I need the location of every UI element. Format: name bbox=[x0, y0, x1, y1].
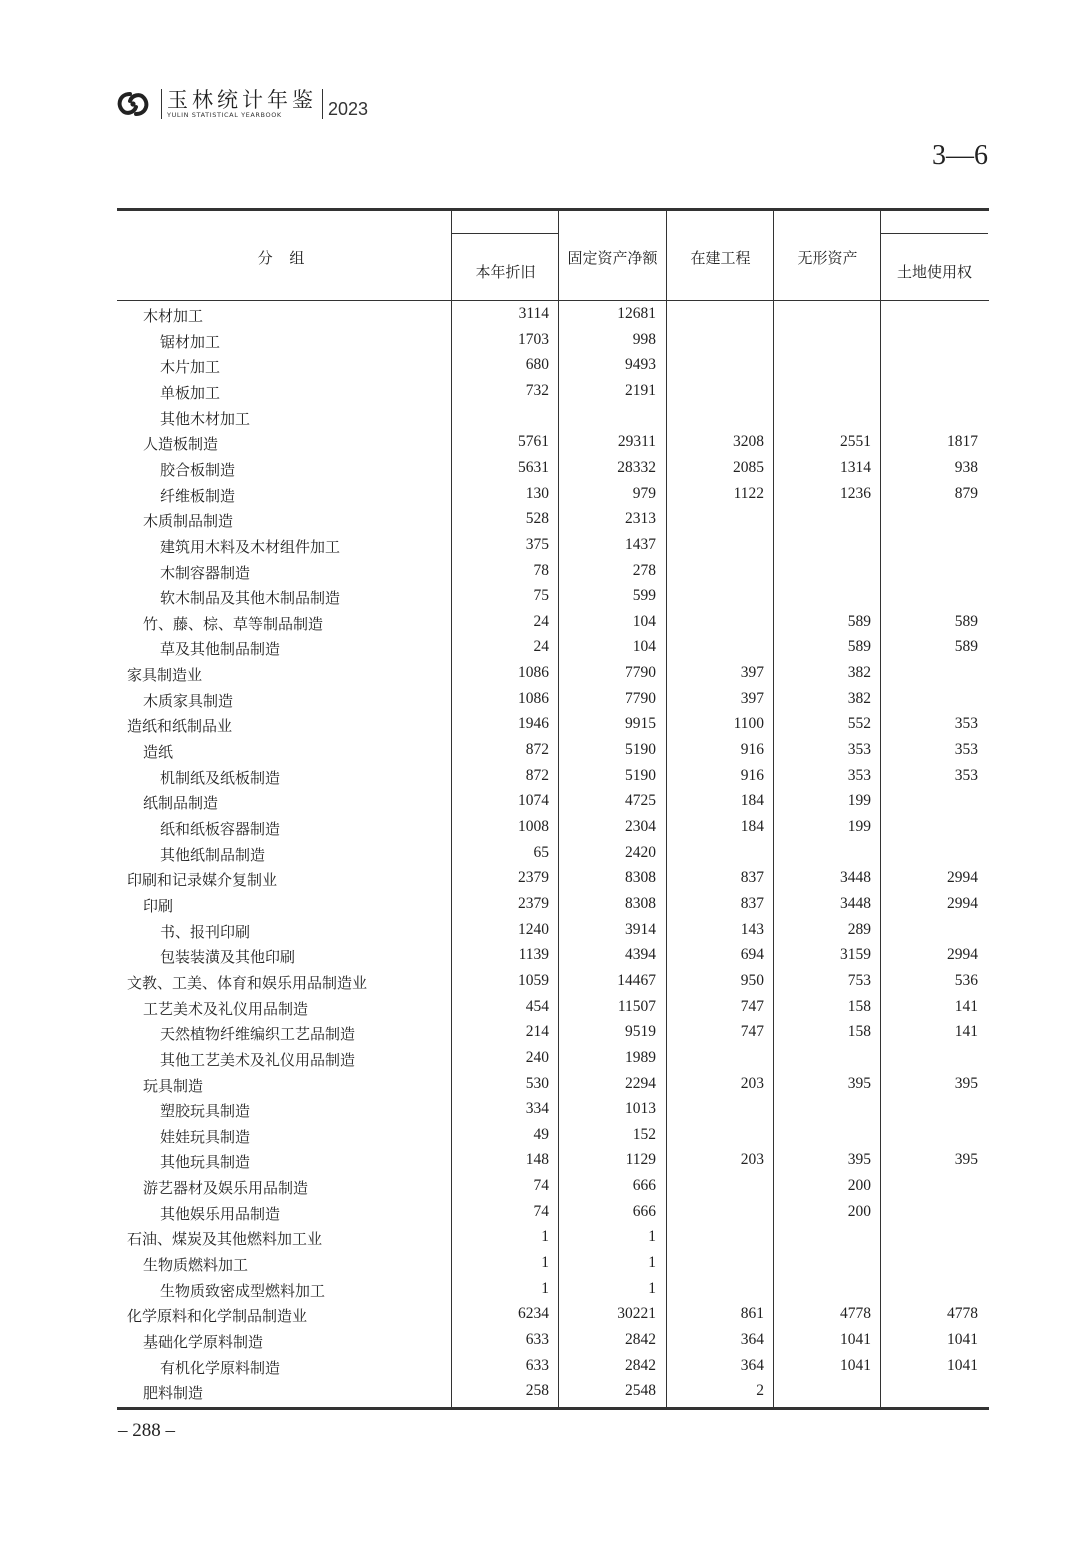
cell-annual-depreciation: 680 bbox=[525, 356, 549, 374]
yearbook-header bbox=[116, 84, 368, 124]
table-row bbox=[117, 533, 989, 559]
table-row bbox=[117, 687, 989, 713]
cell-net-fixed-assets: 1129 bbox=[625, 1151, 656, 1169]
row-label: 竹、藤、棕、草等制品制造 bbox=[143, 614, 324, 633]
cell-land-use-rights: 1817 bbox=[947, 433, 978, 451]
cell-net-fixed-assets: 104 bbox=[632, 638, 656, 656]
cell-net-fixed-assets: 3914 bbox=[625, 920, 656, 938]
row-label: 造纸 bbox=[143, 743, 174, 762]
column-header-construction-in-progress bbox=[666, 211, 774, 300]
cell-annual-depreciation: 1139 bbox=[518, 946, 549, 964]
cell-annual-depreciation: 1086 bbox=[518, 664, 549, 682]
yearbook-year: 2023 bbox=[328, 98, 369, 119]
row-label: 文教、工美、体育和娱乐用品制造业 bbox=[127, 973, 368, 992]
row-label: 建筑用木料及木材组件加工 bbox=[160, 537, 341, 556]
cell-intangible-assets: 158 bbox=[847, 997, 871, 1015]
cell-net-fixed-assets: 8308 bbox=[625, 869, 656, 887]
row-label: 印刷和记录媒介复制业 bbox=[127, 871, 278, 890]
row-label: 包装装潢及其他印刷 bbox=[160, 948, 296, 967]
row-label: 玩具制造 bbox=[143, 1076, 204, 1095]
cell-net-fixed-assets: 666 bbox=[632, 1177, 656, 1195]
column-header-label: 本年折旧 bbox=[475, 263, 536, 281]
cell-intangible-assets: 1041 bbox=[840, 1331, 871, 1348]
cell-annual-depreciation: 1059 bbox=[518, 971, 549, 989]
cell-construction-in-progress: 747 bbox=[740, 997, 764, 1015]
cell-annual-depreciation: 334 bbox=[525, 1100, 549, 1118]
cell-annual-depreciation: 872 bbox=[525, 766, 549, 784]
row-label: 胶合板制造 bbox=[160, 460, 236, 479]
cell-land-use-rights: 141 bbox=[954, 997, 978, 1015]
table-row bbox=[117, 1020, 989, 1046]
cell-construction-in-progress: 203 bbox=[740, 1074, 764, 1092]
cell-annual-depreciation: 1 bbox=[541, 1228, 549, 1246]
table-row bbox=[117, 661, 989, 687]
column-header-label: 土地使用权 bbox=[896, 263, 972, 281]
cell-intangible-assets: 3159 bbox=[840, 946, 871, 964]
table-body bbox=[117, 301, 989, 1410]
cell-net-fixed-assets: 278 bbox=[632, 561, 656, 579]
cell-net-fixed-assets: 5190 bbox=[625, 766, 656, 784]
cell-land-use-rights: 2994 bbox=[947, 894, 978, 912]
cell-construction-in-progress: 950 bbox=[740, 971, 764, 989]
cell-intangible-assets: 589 bbox=[847, 638, 871, 656]
cell-construction-in-progress: 916 bbox=[740, 741, 764, 759]
cell-net-fixed-assets: 1013 bbox=[625, 1100, 656, 1118]
table-row bbox=[117, 584, 989, 610]
cell-construction-in-progress: 2085 bbox=[733, 458, 764, 476]
cell-annual-depreciation: 1946 bbox=[518, 715, 549, 733]
table-row bbox=[117, 507, 989, 533]
table-row bbox=[117, 712, 989, 738]
cell-annual-depreciation: 1 bbox=[541, 1279, 549, 1297]
cell-annual-depreciation: 1240 bbox=[518, 920, 549, 938]
table-row bbox=[117, 995, 989, 1021]
table-row bbox=[117, 1251, 989, 1277]
cell-annual-depreciation: 1008 bbox=[518, 818, 549, 835]
table-row bbox=[117, 943, 989, 969]
yearbook-subtitle: YULIN STATISTICAL YEARBOOK bbox=[167, 111, 282, 119]
table-row bbox=[117, 1328, 989, 1354]
column-header-label: 在建工程 bbox=[690, 249, 751, 267]
row-label: 木质家具制造 bbox=[143, 691, 234, 710]
row-label: 游艺器材及娱乐用品制造 bbox=[143, 1179, 309, 1198]
cell-construction-in-progress: 1100 bbox=[733, 715, 764, 733]
cell-land-use-rights: 536 bbox=[954, 971, 978, 989]
row-label: 木片加工 bbox=[160, 358, 221, 377]
cell-intangible-assets: 753 bbox=[847, 971, 871, 989]
cell-annual-depreciation: 454 bbox=[525, 997, 549, 1015]
cell-land-use-rights: 2994 bbox=[947, 946, 978, 964]
table-row bbox=[117, 635, 989, 661]
table-row bbox=[117, 559, 989, 585]
cell-intangible-assets: 395 bbox=[847, 1074, 871, 1092]
cell-construction-in-progress: 143 bbox=[740, 920, 764, 938]
cell-net-fixed-assets: 5190 bbox=[625, 741, 656, 759]
cell-intangible-assets: 382 bbox=[847, 689, 871, 707]
yearbook-logo-icon bbox=[116, 90, 150, 118]
table-row bbox=[117, 1354, 989, 1380]
cell-construction-in-progress: 397 bbox=[740, 664, 764, 682]
cell-net-fixed-assets: 8308 bbox=[625, 894, 656, 912]
cell-annual-depreciation: 5761 bbox=[518, 433, 549, 451]
cell-intangible-assets: 382 bbox=[847, 664, 871, 682]
cell-intangible-assets: 4778 bbox=[840, 1305, 871, 1323]
cell-annual-depreciation: 633 bbox=[525, 1356, 549, 1374]
cell-land-use-rights: 395 bbox=[954, 1151, 978, 1169]
cell-annual-depreciation: 530 bbox=[525, 1074, 549, 1092]
cell-net-fixed-assets: 9493 bbox=[625, 356, 656, 374]
cell-land-use-rights: 1041 bbox=[947, 1331, 978, 1348]
cell-intangible-assets: 289 bbox=[847, 920, 871, 938]
cell-intangible-assets: 353 bbox=[847, 741, 871, 759]
cell-net-fixed-assets: 4394 bbox=[625, 946, 656, 964]
cell-intangible-assets: 200 bbox=[847, 1177, 871, 1195]
table-row bbox=[117, 430, 989, 456]
cell-annual-depreciation: 1074 bbox=[518, 792, 549, 810]
cell-annual-depreciation: 375 bbox=[525, 535, 549, 553]
row-label: 基础化学原料制造 bbox=[143, 1333, 264, 1351]
cell-construction-in-progress: 747 bbox=[740, 1023, 764, 1041]
cell-net-fixed-assets: 9519 bbox=[625, 1023, 656, 1041]
table-row bbox=[117, 1277, 989, 1303]
cell-construction-in-progress: 837 bbox=[740, 869, 764, 887]
table-row bbox=[117, 738, 989, 764]
cell-annual-depreciation: 1703 bbox=[518, 330, 549, 348]
table-row bbox=[117, 353, 989, 379]
row-label: 印刷 bbox=[143, 896, 174, 915]
cell-annual-depreciation: 75 bbox=[533, 587, 549, 605]
cell-construction-in-progress: 916 bbox=[740, 766, 764, 784]
cell-intangible-assets: 552 bbox=[847, 715, 871, 733]
table-row bbox=[117, 1123, 989, 1149]
cell-land-use-rights: 2994 bbox=[947, 869, 978, 887]
statistics-table bbox=[117, 208, 989, 1410]
cell-annual-depreciation: 214 bbox=[525, 1023, 549, 1041]
cell-construction-in-progress: 2 bbox=[756, 1382, 764, 1400]
table-row bbox=[117, 1174, 989, 1200]
cell-intangible-assets: 199 bbox=[847, 792, 871, 810]
row-label: 纸和纸板容器制造 bbox=[160, 820, 281, 838]
cell-construction-in-progress: 861 bbox=[740, 1305, 764, 1323]
cell-net-fixed-assets: 998 bbox=[632, 330, 656, 348]
cell-construction-in-progress: 184 bbox=[740, 792, 764, 810]
table-row bbox=[117, 610, 989, 636]
cell-net-fixed-assets: 2548 bbox=[625, 1382, 656, 1400]
cell-land-use-rights: 589 bbox=[954, 612, 978, 630]
row-label: 木材加工 bbox=[143, 307, 204, 325]
table-row bbox=[117, 482, 989, 508]
row-label: 草及其他制品制造 bbox=[160, 640, 281, 659]
cell-annual-depreciation: 74 bbox=[533, 1202, 549, 1220]
table-row bbox=[117, 1072, 989, 1098]
table-row bbox=[117, 892, 989, 918]
cell-annual-depreciation: 78 bbox=[533, 561, 549, 579]
cell-net-fixed-assets: 979 bbox=[632, 484, 656, 502]
cell-annual-depreciation: 24 bbox=[533, 638, 549, 656]
table-row bbox=[117, 1046, 989, 1072]
row-label: 木制容器制造 bbox=[160, 563, 251, 582]
row-label: 天然植物纤维编织工艺品制造 bbox=[160, 1025, 356, 1044]
cell-annual-depreciation: 732 bbox=[525, 381, 549, 399]
cell-intangible-assets: 3448 bbox=[840, 894, 871, 912]
column-header-net-fixed-assets bbox=[558, 211, 666, 300]
cell-net-fixed-assets: 666 bbox=[632, 1202, 656, 1220]
cell-land-use-rights: 938 bbox=[954, 458, 978, 476]
row-label: 塑胶玩具制造 bbox=[160, 1102, 251, 1121]
row-label: 书、报刊印刷 bbox=[160, 922, 251, 941]
row-label: 其他娱乐用品制造 bbox=[160, 1204, 281, 1223]
cell-land-use-rights: 4778 bbox=[947, 1305, 978, 1323]
cell-net-fixed-assets: 14467 bbox=[617, 971, 656, 989]
cell-net-fixed-assets: 12681 bbox=[617, 305, 656, 322]
table-row bbox=[117, 1097, 989, 1123]
cell-net-fixed-assets: 2191 bbox=[625, 381, 656, 399]
cell-intangible-assets: 200 bbox=[847, 1202, 871, 1220]
cell-intangible-assets: 1041 bbox=[840, 1356, 871, 1374]
table-header bbox=[117, 208, 989, 301]
row-label: 纤维板制造 bbox=[160, 486, 236, 505]
cell-intangible-assets: 589 bbox=[847, 612, 871, 630]
cell-land-use-rights: 353 bbox=[954, 741, 978, 759]
table-number: 3—6 bbox=[932, 140, 988, 171]
header-divider bbox=[322, 89, 323, 119]
table-row bbox=[117, 866, 989, 892]
cell-annual-depreciation: 24 bbox=[533, 612, 549, 630]
cell-net-fixed-assets: 1 bbox=[648, 1228, 656, 1246]
cell-annual-depreciation: 6234 bbox=[518, 1305, 549, 1323]
cell-annual-depreciation: 2379 bbox=[518, 894, 549, 912]
cell-land-use-rights: 353 bbox=[954, 715, 978, 733]
header-titles bbox=[167, 89, 317, 119]
row-label: 软木制品及其他木制品制造 bbox=[160, 589, 341, 608]
cell-net-fixed-assets: 9915 bbox=[625, 715, 656, 733]
cell-net-fixed-assets: 2304 bbox=[625, 818, 656, 835]
table-row bbox=[117, 815, 989, 841]
cell-annual-depreciation: 3114 bbox=[518, 305, 549, 322]
cell-net-fixed-assets: 1 bbox=[648, 1254, 656, 1272]
cell-net-fixed-assets: 1989 bbox=[625, 1048, 656, 1066]
cell-intangible-assets: 1314 bbox=[840, 458, 871, 476]
row-label: 其他纸制品制造 bbox=[160, 845, 266, 864]
cell-intangible-assets: 395 bbox=[847, 1151, 871, 1169]
cell-annual-depreciation: 65 bbox=[533, 843, 549, 861]
cell-construction-in-progress: 203 bbox=[740, 1151, 764, 1169]
column-header-label: 固定资产净额 bbox=[567, 249, 658, 267]
cell-net-fixed-assets: 152 bbox=[632, 1125, 656, 1143]
row-label: 家具制造业 bbox=[127, 666, 203, 685]
row-label: 机制纸及纸板制造 bbox=[160, 768, 281, 787]
cell-intangible-assets: 2551 bbox=[840, 433, 871, 451]
table-row bbox=[117, 789, 989, 815]
table-row bbox=[117, 379, 989, 405]
cell-annual-depreciation: 2379 bbox=[518, 869, 549, 887]
column-header-annual-depreciation bbox=[451, 211, 559, 300]
row-label: 造纸和纸制品业 bbox=[127, 717, 233, 736]
cell-net-fixed-assets: 29311 bbox=[617, 433, 656, 451]
cell-construction-in-progress: 694 bbox=[740, 946, 764, 964]
row-label: 化学原料和化学制品制造业 bbox=[127, 1307, 308, 1326]
row-label: 有机化学原料制造 bbox=[160, 1358, 281, 1377]
cell-net-fixed-assets: 2842 bbox=[625, 1331, 656, 1348]
cell-annual-depreciation: 872 bbox=[525, 741, 549, 759]
cell-net-fixed-assets: 30221 bbox=[617, 1305, 656, 1323]
table-row bbox=[117, 302, 989, 328]
column-header-land-use-rights bbox=[880, 211, 988, 300]
cell-construction-in-progress: 364 bbox=[740, 1331, 764, 1348]
header-rule bbox=[881, 233, 988, 234]
cell-land-use-rights: 879 bbox=[954, 484, 978, 502]
yearbook-title: 玉林统计年鉴 bbox=[167, 88, 317, 112]
cell-annual-depreciation: 528 bbox=[525, 510, 549, 528]
cell-intangible-assets: 1236 bbox=[840, 484, 871, 502]
cell-net-fixed-assets: 4725 bbox=[625, 792, 656, 810]
cell-intangible-assets: 199 bbox=[847, 818, 871, 835]
cell-land-use-rights: 141 bbox=[954, 1023, 978, 1041]
cell-annual-depreciation: 74 bbox=[533, 1177, 549, 1195]
cell-net-fixed-assets: 2294 bbox=[625, 1074, 656, 1092]
cell-annual-depreciation: 5631 bbox=[518, 458, 549, 476]
row-label: 其他木材加工 bbox=[160, 409, 251, 428]
header-divider bbox=[161, 89, 162, 119]
cell-annual-depreciation: 148 bbox=[525, 1151, 549, 1169]
cell-net-fixed-assets: 104 bbox=[632, 612, 656, 630]
row-label: 人造板制造 bbox=[143, 435, 219, 454]
row-label: 石油、煤炭及其他燃料加工业 bbox=[127, 1230, 323, 1249]
header-rule bbox=[452, 233, 559, 234]
row-label: 生物质燃料加工 bbox=[143, 1256, 249, 1275]
cell-net-fixed-assets: 28332 bbox=[617, 458, 656, 476]
cell-intangible-assets: 158 bbox=[847, 1023, 871, 1041]
row-label: 单板加工 bbox=[160, 383, 221, 402]
row-label: 其他工艺美术及礼仪用品制造 bbox=[160, 1050, 356, 1069]
cell-land-use-rights: 353 bbox=[954, 766, 978, 784]
row-label: 其他玩具制造 bbox=[160, 1153, 251, 1172]
row-label: 生物质致密成型燃料加工 bbox=[160, 1281, 326, 1300]
cell-annual-depreciation: 1 bbox=[541, 1254, 549, 1272]
row-label: 锯材加工 bbox=[160, 332, 221, 351]
column-header-label: 无形资产 bbox=[797, 249, 858, 267]
cell-intangible-assets: 353 bbox=[847, 766, 871, 784]
cell-annual-depreciation: 240 bbox=[525, 1048, 549, 1066]
label-column-header bbox=[117, 211, 451, 300]
cell-net-fixed-assets: 7790 bbox=[625, 689, 656, 707]
cell-annual-depreciation: 1086 bbox=[518, 689, 549, 707]
table-row bbox=[117, 1302, 989, 1328]
cell-construction-in-progress: 837 bbox=[740, 894, 764, 912]
cell-annual-depreciation: 258 bbox=[525, 1382, 549, 1400]
cell-annual-depreciation: 49 bbox=[533, 1125, 549, 1143]
table-row bbox=[117, 328, 989, 354]
table-row bbox=[117, 764, 989, 790]
cell-construction-in-progress: 397 bbox=[740, 689, 764, 707]
cell-construction-in-progress: 184 bbox=[740, 818, 764, 835]
cell-annual-depreciation: 633 bbox=[525, 1331, 549, 1348]
page-number: – 288 – bbox=[118, 1420, 175, 1441]
cell-net-fixed-assets: 11507 bbox=[617, 997, 656, 1015]
cell-net-fixed-assets: 1 bbox=[648, 1279, 656, 1297]
cell-intangible-assets: 3448 bbox=[840, 869, 871, 887]
cell-net-fixed-assets: 1437 bbox=[625, 535, 656, 553]
cell-construction-in-progress: 1122 bbox=[733, 484, 764, 502]
row-label: 肥料制造 bbox=[143, 1384, 204, 1403]
row-label: 木质制品制造 bbox=[143, 512, 234, 531]
table-row bbox=[117, 969, 989, 995]
row-label: 工艺美术及礼仪用品制造 bbox=[143, 999, 309, 1018]
row-label: 纸制品制造 bbox=[143, 794, 219, 813]
row-label: 娃娃玩具制造 bbox=[160, 1127, 251, 1146]
label-column-header-text: 分 组 bbox=[257, 249, 311, 267]
table-row bbox=[117, 1200, 989, 1226]
cell-net-fixed-assets: 599 bbox=[632, 587, 656, 605]
column-header-intangible-assets bbox=[773, 211, 881, 300]
table-row bbox=[117, 456, 989, 482]
table-row bbox=[117, 918, 989, 944]
cell-net-fixed-assets: 2842 bbox=[625, 1356, 656, 1374]
cell-annual-depreciation: 130 bbox=[525, 484, 549, 502]
table-row bbox=[117, 1379, 989, 1405]
cell-construction-in-progress: 3208 bbox=[733, 433, 764, 451]
table-row bbox=[117, 1148, 989, 1174]
cell-land-use-rights: 589 bbox=[954, 638, 978, 656]
cell-construction-in-progress: 364 bbox=[740, 1356, 764, 1374]
table-row bbox=[117, 1225, 989, 1251]
cell-land-use-rights: 395 bbox=[954, 1074, 978, 1092]
cell-net-fixed-assets: 7790 bbox=[625, 664, 656, 682]
table-row bbox=[117, 841, 989, 867]
cell-net-fixed-assets: 2420 bbox=[625, 843, 656, 861]
cell-land-use-rights: 1041 bbox=[947, 1356, 978, 1374]
cell-net-fixed-assets: 2313 bbox=[625, 510, 656, 528]
table-row bbox=[117, 405, 989, 431]
